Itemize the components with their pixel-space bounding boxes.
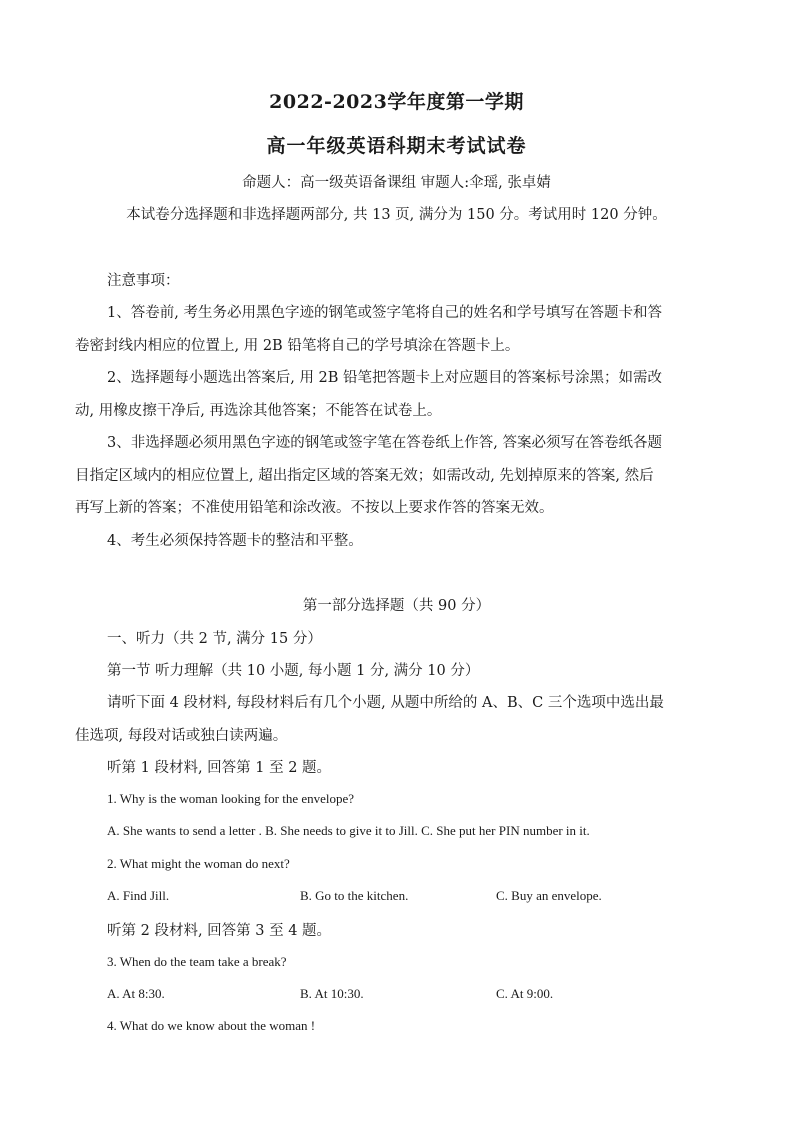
part1-heading: 第一部分选择题（共 90 分） — [302, 598, 491, 614]
question-3-option-c: C. At 9:00. — [496, 986, 554, 1001]
note-4: 4、考生必须保持答题卡的整洁和平整。 — [107, 533, 363, 549]
question-2: 2. What might the woman do next? — [107, 856, 290, 871]
question-3-option-a: A. At 8:30. — [107, 986, 165, 1001]
question-1-options: A. She wants to send a letter . B. She needs to give it to Jill. C. She put her PIN number in it. — [107, 823, 590, 838]
segment-1-prompt: 听第 1 段材料, 回答第 1 至 2 题。 — [107, 760, 332, 776]
exam-summary: 本试卷分选择题和非选择题两部分, 共 13 页, 满分为 150 分。考试用时 120 分钟。 — [126, 207, 667, 223]
exam-authors: 命题人：高一级英语备课组 审题人:伞瑶, 张卓婧 — [242, 175, 551, 191]
question-3-option-b: B. At 10:30. — [300, 986, 364, 1001]
note-1-line-a: 1、答卷前, 考生务必用黑色字迹的钢笔或签字笔将自己的姓名和学号填写在答题卡和答 — [107, 305, 662, 321]
notes-heading: 注意事项： — [107, 273, 180, 289]
exam-title-year: 2022-2023学年度第一学期 — [269, 91, 524, 113]
note-2-line-b: 动, 用橡皮擦干净后, 再选涂其他答案；不能答在试卷上。 — [75, 403, 442, 419]
question-1: 1. Why is the woman looking for the envelope? — [107, 791, 355, 806]
question-2-option-a: A. Find Jill. — [107, 888, 170, 903]
instructions-line-b: 佳选项, 每段对话或独白读两遍。 — [75, 728, 288, 744]
question-4: 4. What do we know about the woman ! — [107, 1018, 316, 1033]
section-listening: 一、听力（共 2 节, 满分 15 分） — [107, 631, 322, 647]
subsection-listening-comprehension: 第一节 听力理解（共 10 小题, 每小题 1 分, 满分 10 分） — [107, 663, 480, 679]
question-2-option-c: C. Buy an envelope. — [496, 888, 602, 903]
note-3-line-c: 再写上新的答案；不准使用铅笔和涂改液。不按以上要求作答的答案无效。 — [75, 500, 554, 516]
note-2-line-a: 2、选择题每小题选出答案后, 用 2B 铅笔把答题卡上对应题目的答案标号涂黑；如需改 — [107, 370, 663, 386]
question-3: 3. When do the team take a break? — [107, 954, 287, 969]
note-3-line-b: 目指定区域内的相应位置上, 超出指定区域的答案无效；如需改动, 先划掉原来的答案, 然后 — [75, 468, 654, 484]
note-1-line-b: 卷密封线内相应的位置上, 用 2B 铅笔将自己的学号填涂在答题卡上。 — [75, 338, 520, 354]
instructions-line-a: 请听下面 4 段材料, 每段材料后有几个小题, 从题中所给的 A、B、C 三个选项中选出最 — [107, 695, 664, 711]
exam-title: 高一年级英语科期末考试试卷 — [266, 135, 527, 157]
note-3-line-a: 3、非选择题必须用黑色字迹的钢笔或签字笔在答卷纸上作答, 答案必须写在答卷纸各题 — [107, 435, 662, 451]
segment-2-prompt: 听第 2 段材料, 回答第 3 至 4 题。 — [107, 923, 332, 939]
question-2-option-b: B. Go to the kitchen. — [300, 888, 409, 903]
